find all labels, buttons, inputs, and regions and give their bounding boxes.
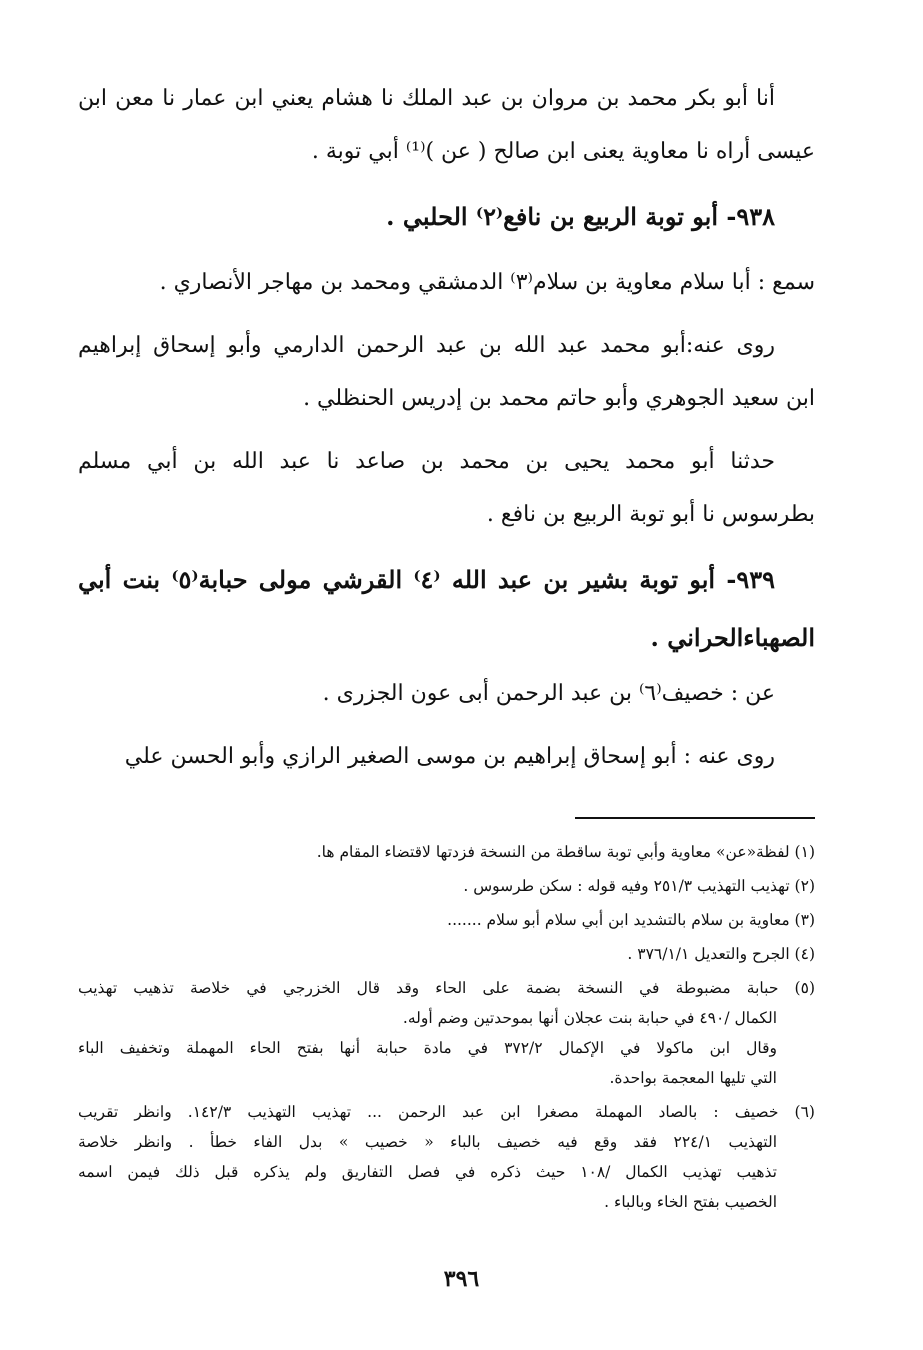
entry-938-heading bbox=[78, 188, 815, 246]
text-line: بطرسوس نا أبو توبة الربيع بن نافع . bbox=[486, 502, 815, 527]
footnote-line: التهذيب ٢٢٤/١ فقد وقع فيه خصيف بالباء « خصيب » بدل الفاء خطأ . وانظر خلاصة bbox=[78, 1133, 777, 1151]
narrated-by-line: روى عنه : أبو إسحاق إبراهيم بن موسى الصغير الرازي وأبو الحسن علي bbox=[124, 744, 775, 769]
footnote-line: التي تليها المعجمة بواحدة. bbox=[609, 1069, 777, 1087]
footnotes bbox=[78, 837, 815, 1217]
entry-939-heading bbox=[78, 551, 815, 667]
text-line: عيسى أراه نا معاوية يعنى ابن صالح ( عن )⁽¹⁾ أبي توبة . bbox=[311, 139, 815, 164]
text-line: حدثنا أبو محمد يحيى بن محمد بن صاعد نا عبد الله بن أبي مسلم bbox=[78, 449, 775, 474]
entry-title: ٩٣٩- أبو توبة بشير بن عبد الله ⁽٤⁾ القرشي مولى حبابة⁽٥⁾ بنت أبي bbox=[78, 565, 775, 594]
entry-938-body bbox=[78, 256, 815, 541]
footnote-line: (٤) الجرح والتعديل ٣٧٦/١/١ . bbox=[627, 945, 815, 963]
footnote-2 bbox=[78, 871, 815, 901]
heard-from-line: سمع : أبا سلام معاوية بن سلام⁽٣⁾ الدمشقي ومحمد بن مهاجر الأنصاري . bbox=[159, 270, 815, 295]
footnote-3 bbox=[78, 905, 815, 935]
entry-title: ٩٣٨- أبو توبة الربيع بن نافع⁽٢⁾ الحلبي . bbox=[386, 202, 775, 231]
footnote-4 bbox=[78, 939, 815, 969]
entry-title-continued: الصهباءالحراني . bbox=[650, 623, 815, 652]
footnote-5 bbox=[78, 973, 815, 1093]
chain-paragraph bbox=[78, 435, 815, 541]
text-line: ابن سعيد الجوهري وأبو حاتم محمد بن إدريس الحنظلي . bbox=[303, 386, 815, 411]
from-line: عن : خصيف⁽٦⁾ بن عبد الرحمن أبى عون الجزرى . bbox=[322, 681, 775, 706]
text-line: أنا أبو بكر محمد بن مروان بن عبد الملك نا هشام يعني ابن عمار نا معن ابن bbox=[78, 86, 775, 111]
footnote-line: (٦) خصيف : بالصاد المهملة مصغرا ابن عبد الرحمن ... تهذيب التهذيب ١٤٢/٣. وانظر تقريب bbox=[78, 1103, 815, 1121]
page-number: ٣٩٦ bbox=[443, 1266, 480, 1292]
footnote-line: (١) لفظة«عن» معاوية وأبي توبة ساقطة من النسخة فزدتها لاقتضاء المقام ها. bbox=[316, 843, 815, 861]
footnote-line: الخصيب بفتح الخاء وبالباء . bbox=[604, 1193, 777, 1211]
footnote-line: (٢) تهذيب التهذيب ٢٥١/٣ وفيه قوله : سكن طرسوس . bbox=[463, 877, 815, 895]
footnote-line: (٥) حبابة مضبوطة في النسخة بضمة على الحاء وقد قال الخزرجي في خلاصة تذهيب تهذيب bbox=[78, 979, 815, 997]
main-text bbox=[78, 72, 815, 178]
footnote-separator-wrap bbox=[78, 783, 815, 837]
entry-939-body bbox=[78, 667, 815, 783]
footnote-line: الكمال /٤٩٠ في حبابة بنت عجلان أنها بموحدتين وضم أوله. bbox=[402, 1009, 777, 1027]
narrated-by-paragraph bbox=[78, 319, 815, 425]
footnote-6 bbox=[78, 1097, 815, 1217]
text-line: روى عنه:أبو محمد عبد الله بن عبد الرحمن الدارمي وأبو إسحاق إبراهيم bbox=[78, 333, 775, 358]
footnote-separator bbox=[575, 817, 815, 819]
paragraph-isnad-intro bbox=[78, 72, 815, 178]
footnote-line: تذهيب تهذيب الكمال /١٠٨ حيث ذكره في فصل التفاريق ولم يذكره قبل ذلك فيمن اسمه bbox=[78, 1163, 778, 1181]
footnote-line: وقال ابن ماكولا في الإكمال ٣٧٢/٢ في مادة حبابة أنها بفتح الحاء المهملة وتخفيف الباء bbox=[78, 1039, 777, 1057]
footnote-1 bbox=[78, 837, 815, 867]
footnote-line: (٣) معاوية بن سلام بالتشديد ابن أبي سلام أبو سلام ....... bbox=[447, 911, 815, 929]
